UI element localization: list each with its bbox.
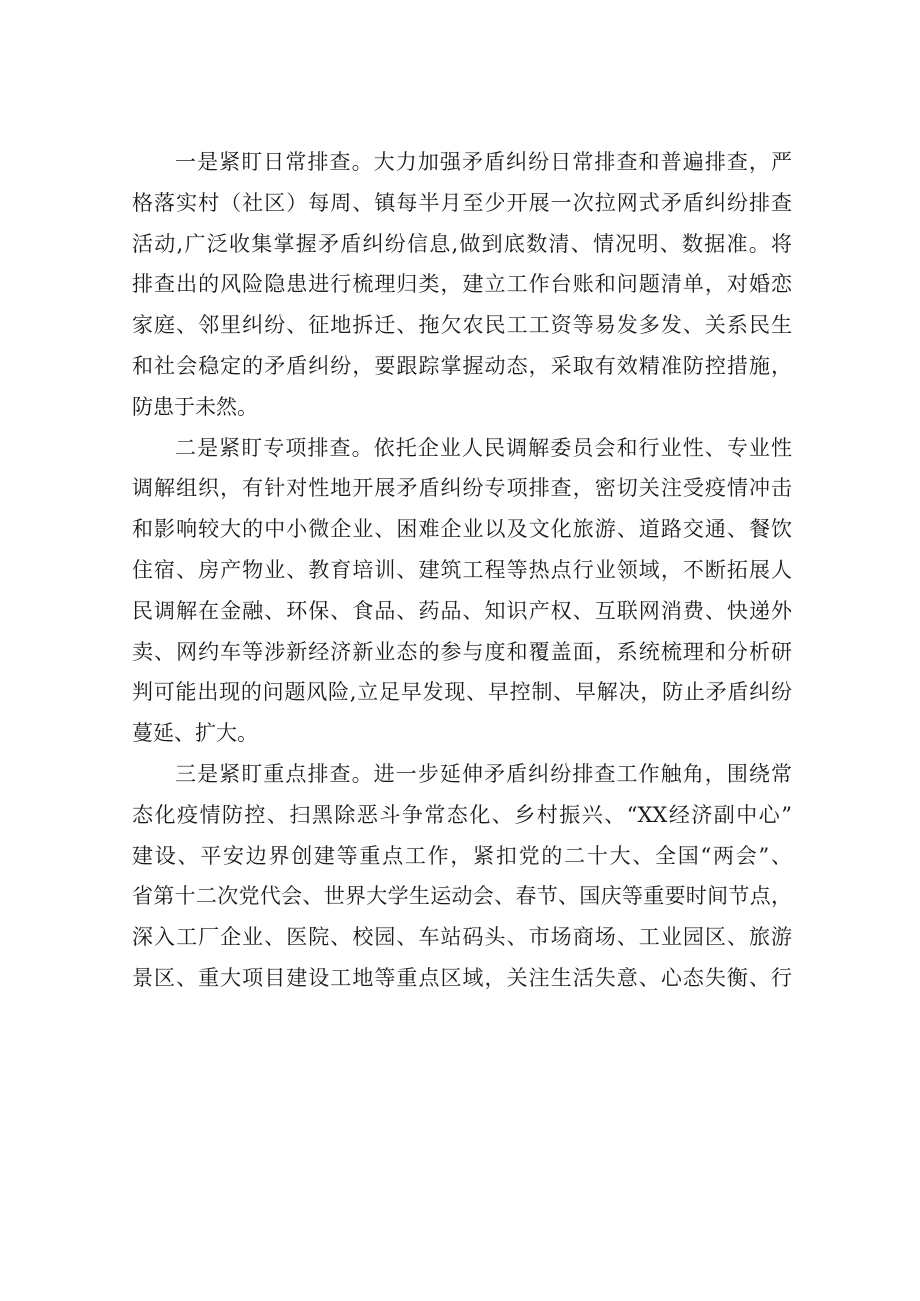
- text-line: 防患于未然。: [132, 394, 258, 419]
- text-line: 和社会稳定的矛盾纠纷，要跟踪掌握动态，采取有效精准防控措施，: [132, 353, 792, 378]
- text-line: 家庭、邻里纠纷、征地拆迁、拖欠农民工工资等易发多发、关系民生: [132, 313, 792, 338]
- paragraph-key-inspection: [132, 754, 792, 999]
- paragraph-special-inspection: [132, 428, 792, 754]
- paragraph-daily-inspection: [132, 142, 792, 428]
- text-line: 格落实村（社区）每周、镇每半月至少开展一次拉网式矛盾纠纷排查: [132, 190, 792, 215]
- text-line: 排查出的风险隐患进行梳理归类，建立工作台账和问题清单，对婚恋: [132, 272, 792, 297]
- text-line: 二是紧盯专项排查。依托企业人民调解委员会和行业性、专业性: [175, 435, 792, 460]
- text-line: 蔓延、扩大。: [132, 721, 258, 746]
- text-line: 判可能出现的问题风险,立足早发现、早控制、早解决，防止矛盾纠纷: [132, 680, 792, 705]
- text-line: 态化疫情防控、扫黑除恶斗争常态化、乡村振兴、“XX经济副中心”: [132, 802, 792, 827]
- text-line: 调解组织，有针对性地开展矛盾纠纷专项排查，密切关注受疫情冲击: [132, 476, 792, 501]
- text-line: 深入工厂企业、医院、校园、车站码头、市场商场、工业园区、旅游: [132, 925, 792, 950]
- text-line: 卖、网约车等涉新经济新业态的参与度和覆盖面，系统梳理和分析研: [132, 639, 792, 664]
- text-line: 三是紧盯重点排查。进一步延伸矛盾纠纷排查工作触角，围绕常: [175, 761, 792, 786]
- document-body: [132, 142, 792, 999]
- text-line: 和影响较大的中小微企业、困难企业以及文化旅游、道路交通、餐饮: [132, 517, 792, 542]
- text-line: 建设、平安边界创建等重点工作，紧扣党的二十大、全国“两会”、: [132, 843, 792, 868]
- text-line: 活动,广泛收集掌握矛盾纠纷信息,做到底数清、情况明、数据准。将: [132, 231, 792, 256]
- text-line: 民调解在金融、环保、食品、药品、知识产权、互联网消费、快递外: [132, 598, 792, 623]
- text-line: 景区、重大项目建设工地等重点区域，关注生活失意、心态失衡、行: [132, 965, 792, 990]
- text-line: 住宿、房产物业、教育培训、建筑工程等热点行业领域，不断拓展人: [132, 557, 792, 582]
- text-line: 一是紧盯日常排查。大力加强矛盾纠纷日常排查和普遍排查，严: [175, 150, 792, 174]
- text-line: 省第十二次党代会、世界大学生运动会、春节、国庆等重要时间节点，: [132, 884, 792, 909]
